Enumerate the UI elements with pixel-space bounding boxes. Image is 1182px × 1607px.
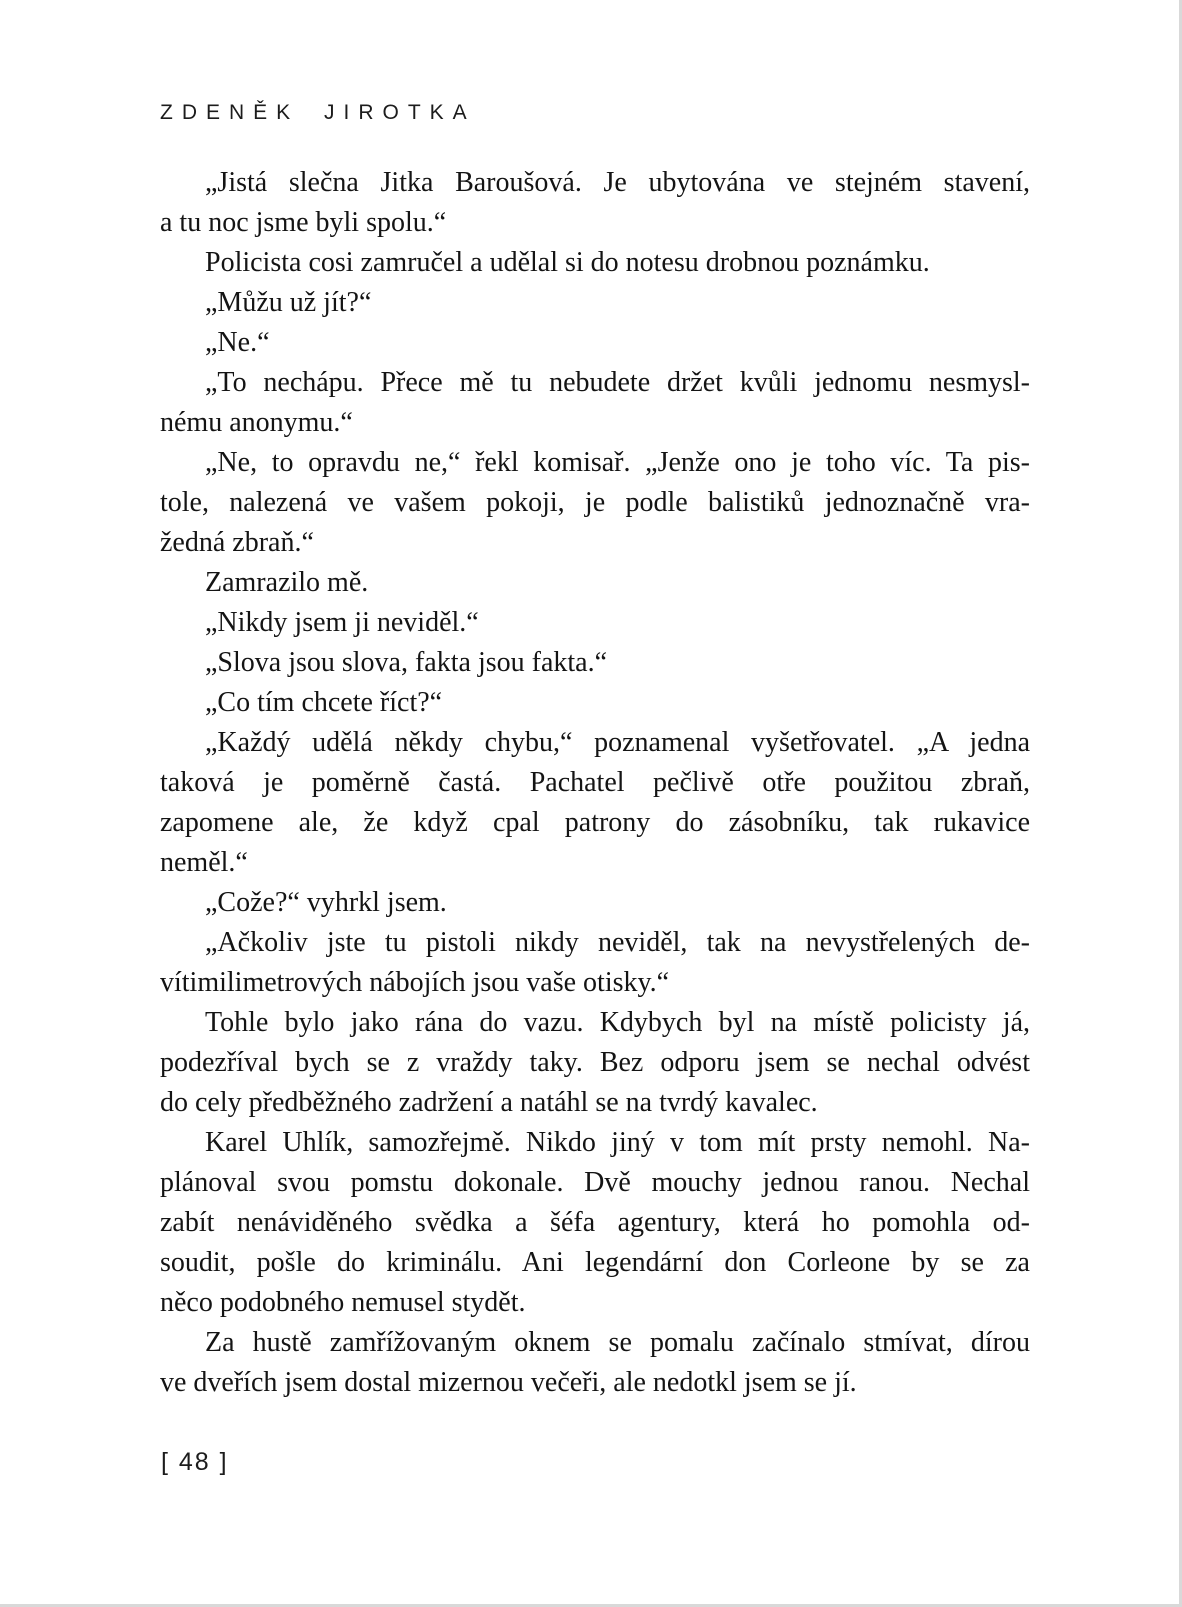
text-line: Policista cosi zamručel a udělal si do notesu drobnou poznámku. [205,247,930,278]
text-line: neměl.“ [160,847,248,878]
text-line: „Jistá slečna Jitka Baroušová. Je ubytována ve stejném stavení, [205,167,1030,198]
paragraph [160,563,1030,603]
text-line: soudit, pošle do kriminálu. Ani legendární don Corleone by se za [160,1247,1030,1278]
text-line: „Cože?“ vyhrkl jsem. [205,887,447,918]
paragraph [160,243,1030,283]
text-line: „Slova jsou slova, fakta jsou fakta.“ [205,647,608,678]
text-line: vítimilimetrových nábojích jsou vaše otisky.“ [160,967,670,998]
paragraph [160,923,1030,1003]
paragraph [160,1003,1030,1123]
paragraph [160,163,1030,243]
paragraph [160,363,1030,443]
text-line: žedná zbraň.“ [160,527,314,558]
running-head-author: ZDENĚK JIROTKA [160,101,476,124]
text-line: nému anonymu.“ [160,407,353,438]
paragraph [160,1123,1030,1323]
page-number: [ 48 ] [161,1448,229,1476]
paragraph [160,323,1030,363]
paragraph [160,643,1030,683]
text-line: zapomene ale, že když cpal patrony do zásobníku, tak rukavice [160,807,1030,838]
text-line: „To nechápu. Přece mě tu nebudete držet kvůli jednomu nesmysl- [205,367,1030,398]
paragraph [160,883,1030,923]
text-line: „Ačkoliv jste tu pistoli nikdy neviděl, tak na nevystřelených de- [205,927,1030,958]
paragraph [160,683,1030,723]
paragraph [160,603,1030,643]
text-line: tole, nalezená ve vašem pokoji, je podle balistiků jednoznačně vra- [160,487,1030,518]
text-line: „Ne.“ [205,327,270,358]
text-line: zabít nenáviděného svědka a šéfa agentury, která ho pomohla od- [160,1207,1030,1238]
text-line: taková je poměrně častá. Pachatel pečlivě otře použitou zbraň, [160,767,1030,798]
paragraph [160,723,1030,883]
paragraph [160,283,1030,323]
text-line: do cely předběžného zadržení a natáhl se na tvrdý kavalec. [160,1087,818,1118]
text-line: něco podobného nemusel stydět. [160,1287,526,1318]
text-line: Za hustě zamřížovaným oknem se pomalu začínalo stmívat, dírou [205,1327,1030,1358]
text-line: Tohle bylo jako rána do vazu. Kdybych byl na místě policisty já, [205,1007,1030,1038]
paragraph [160,443,1030,563]
text-line: Karel Uhlík, samozřejmě. Nikdo jiný v tom mít prsty nemohl. Na- [205,1127,1030,1158]
text-line: ve dveřích jsem dostal mizernou večeři, ale nedotkl jsem se jí. [160,1367,857,1398]
text-line: „Ne, to opravdu ne,“ řekl komisař. „Jenže ono je toho víc. Ta pis- [205,447,1030,478]
text-line: „Můžu už jít?“ [205,287,372,318]
text-block [160,163,1030,1403]
text-line: podezříval bych se z vraždy taky. Bez odporu jsem se nechal odvést [160,1047,1030,1078]
text-line: a tu noc jsme byli spolu.“ [160,207,447,238]
text-line: „Nikdy jsem ji neviděl.“ [205,607,479,638]
paragraph [160,1323,1030,1403]
text-line: „Co tím chcete říct?“ [205,687,443,718]
text-line: „Každý udělá někdy chybu,“ poznamenal vyšetřovatel. „A jedna [205,727,1030,758]
text-line: Zamrazilo mě. [205,567,369,598]
text-line: plánoval svou pomstu dokonale. Dvě mouchy jednou ranou. Nechal [160,1167,1030,1198]
